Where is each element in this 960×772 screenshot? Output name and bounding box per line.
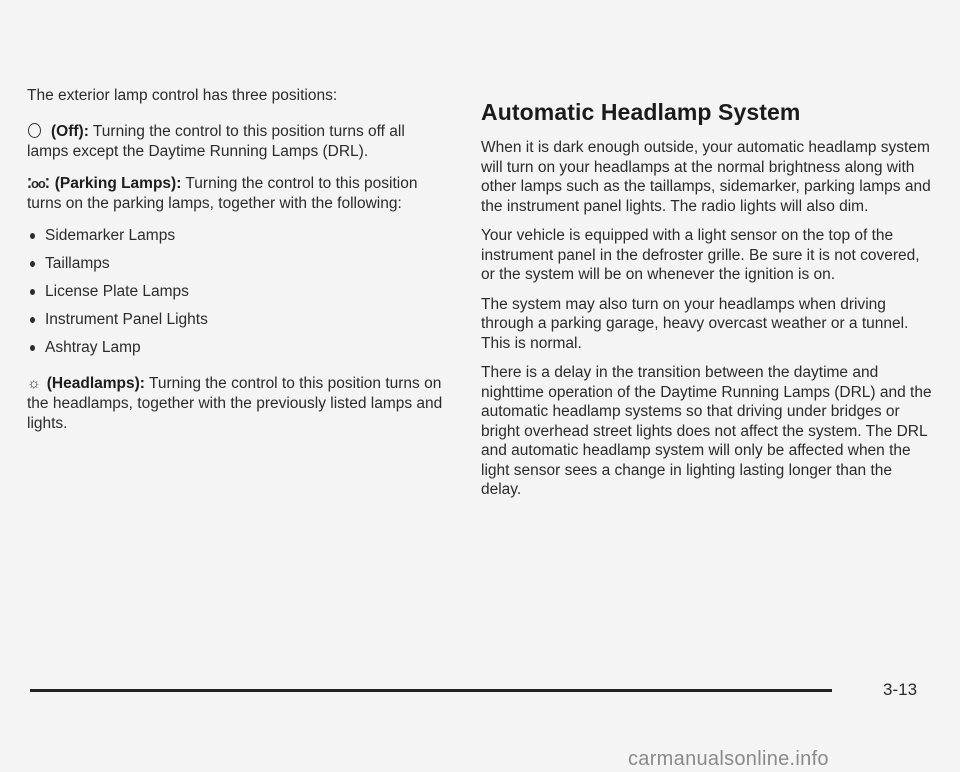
parking-lamps-icon: ⁚oo⁚ [27,176,49,191]
footer-rule [30,689,832,692]
paragraph: When it is dark enough outside, your automatic headlamp system will turn on your headlamps at the normal brightness along with other lamps such as the taillamps, sidemarker, parking lamps and the instrument panel lights. The radio lights will also dim. [481,139,931,215]
headlamps-icon: ☼ [27,375,41,392]
parking-setting [27,174,447,214]
page-number: 3-13 [883,680,918,699]
parking-text: Turning the control to this position turns on the parking lamps, together with the following: [27,175,418,212]
section-heading: Automatic Headlamp System [481,99,801,125]
list-item: Ashtray Lamp [27,338,447,358]
watermark-text: carmanualsonline.info [628,748,829,770]
paragraph: The system may also turn on your headlamps when driving through a parking garage, heavy overcast weather or a tunnel. This is normal. [481,295,909,352]
list-item: Instrument Panel Lights [27,310,447,330]
paragraph: Your vehicle is equipped with a light sensor on the top of the instrument panel in the defroster grille. Be sure it is not covered, or the system will be on whenever the ignition is on. [481,227,920,283]
off-label: (Off): [51,123,89,140]
list-item: Sidemarker Lamps [27,226,447,246]
parking-lamp-list [27,226,447,358]
intro-text: The exterior lamp control has three positions: [27,87,338,104]
paragraph: There is a delay in the transition between the daytime and nighttime operation of the Daytime Running Lamps (DRL) and the automatic headlamp systems so that driving under bridges or bright overhead street lights does not affect the system. The DRL and automatic headlamp system will only be affected when the light sensor sees a change in lighting lasting longer than the delay. [481,364,932,498]
list-item: License Plate Lamps [27,282,447,302]
left-column [27,86,447,446]
parking-label: (Parking Lamps): [54,175,182,192]
headlamps-setting [27,374,447,434]
circle-off-icon [28,123,41,138]
off-text: Turning the control to this position turns off all lamps except the Daytime Running Lamps (DRL). [27,123,405,160]
right-column [481,99,933,510]
off-setting [27,122,447,162]
list-item: Taillamps [27,254,447,274]
headlamps-text: Turning the control to this position turns on the headlamps, together with the previously listed lamps and lights. [27,375,443,432]
headlamps-label: (Headlamps): [46,375,145,392]
